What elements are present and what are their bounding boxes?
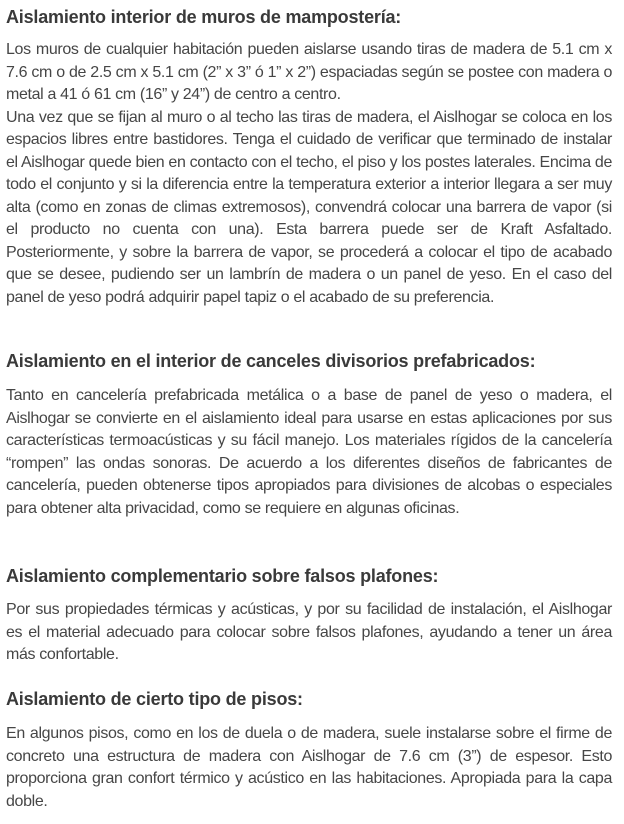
section-body-floors <box>6 723 612 813</box>
section-body-false-ceilings <box>6 599 612 667</box>
section-heading-false-ceilings: Aislamiento complementario sobre falsos plafones: <box>6 566 439 586</box>
paragraph: Una vez que se fijan al muro o al techo las tiras de madera, el Aislhogar se coloca en los espacios libres entre bastidores. Tenga el cuidado de verificar que terminado de instalar el Aislhogar quede bien en contacto con el techo, el piso y los postes laterales. Encima de todo el conjunto y si la diferencia entre la temperatura exterior a interior llegara a ser muy alta (como en zonas de climas extremosos), convendrá colocar una barrera de vapor (si el producto no cuenta con una). Esta barrera puede ser de Kraft Asfaltado. Posteriormente, y sobre la barrera de vapor, se procederá a colocar el tipo de acabado que se desee, pudiendo ser un lambrín de madera o un panel de yeso. En el caso del panel de yeso podrá adquirir papel tapiz o el acabado de su preferencia. <box>6 108 612 306</box>
section-body-prefab-partitions <box>6 385 612 520</box>
paragraph: En algunos pisos, como en los de duela o de madera, suele instalarse sobre el firme de concreto una estructura de madera con Aislhogar de 7.6 cm (3”) de espesor. Esto proporciona gran confort térmico y acústico en las habitaciones. Apropiada para la capa doble. <box>6 725 612 810</box>
section-heading-floors: Aislamiento de cierto tipo de pisos: <box>6 689 303 709</box>
paragraph: Los muros de cualquier habitación pueden aislarse usando tiras de madera de 5.1 cm x 7.6 cm o de 2.5 cm x 5.1 cm (2” x 3” ó 1” x 2”) espaciadas según se postee con madera o metal a 41 ó 61 cm (16” y 24”) de centro a centro. <box>6 41 612 103</box>
section-heading-prefab-partitions: Aislamiento en el interior de canceles divisorios prefabricados: <box>6 351 536 371</box>
section-heading-masonry-walls: Aislamiento interior de muros de mampostería: <box>6 7 402 27</box>
section-body-masonry-walls <box>6 39 612 309</box>
paragraph: Por sus propiedades térmicas y acústicas, y por su facilidad de instalación, el Aislhogar es el material adecuado para colocar sobre falsos plafones, ayudando a tener un área más confortable. <box>6 601 612 663</box>
paragraph: Tanto en cancelería prefabricada metálica o a base de panel de yeso o madera, el Aislhogar se convierte en el aislamiento ideal para usarse en estas aplicaciones por sus características termoacústicas y su fácil manejo. Los materiales rígidos de la cancelería “rompen” las ondas sonoras. De acuerdo a los diferentes diseños de fabricantes de cancelería, pueden obtenerse tipos apropiados para divisiones de alcobas o especiales para obtener alta privacidad, como se requiere en algunas oficinas. <box>6 387 612 517</box>
